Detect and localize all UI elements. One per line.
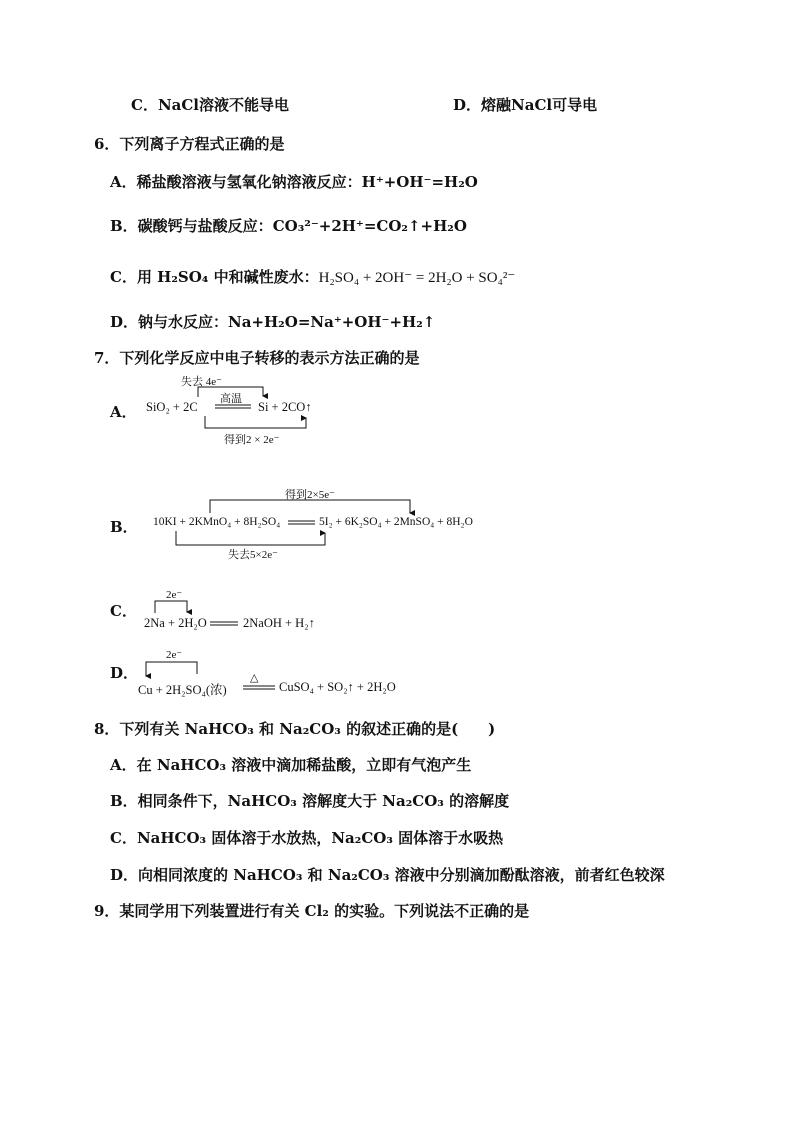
- q7a-gain-electrons: 得到2 × 2e⁻: [224, 434, 280, 446]
- q6-option-a-text: A．稀盐酸溶液与氢氧化钠溶液反应：: [110, 173, 362, 191]
- q7b-gain-electrons: 得到2×5e⁻: [285, 489, 335, 501]
- q7a-label: A．: [110, 403, 137, 421]
- q7d-products: CuSO₄ + SO₂↑ + 2H₂O: [279, 680, 396, 694]
- q7d-electrons: 2e⁻: [166, 649, 183, 661]
- q7c-reactants: 2Na + 2H₂O: [144, 616, 207, 630]
- q7d-label: D．: [110, 664, 139, 682]
- q7b-bottom-arrow: [176, 531, 325, 545]
- q8-option-d: D．向相同浓度的 NaHCO₃ 和 Na₂CO₃ 溶液中分别滴加酚酞溶液，前者红色较深: [110, 866, 665, 884]
- q6-option-c: [110, 267, 515, 288]
- q7b-products: 5I₂ + 6K₂SO₄ + 2MnSO₄ + 8H₂O: [319, 516, 473, 528]
- q6-option-c-text: C．用 H₂SO₄ 中和碱性废水：: [110, 268, 319, 286]
- q7a-bottom-arrow: [205, 416, 306, 428]
- q6-option-b: [110, 216, 467, 236]
- q7-stem: 7．下列化学反应中电子转移的表示方法正确的是: [94, 349, 420, 367]
- q7a-products: Si + 2CO↑: [258, 400, 312, 414]
- q6-stem: 6．下列离子方程式正确的是: [94, 135, 285, 153]
- q7d-arrow: [146, 662, 197, 676]
- q8-stem: 8．下列有关 NaHCO₃ 和 Na₂CO₃ 的叙述正确的是( ): [94, 720, 496, 738]
- q5-option-c: C．NaCl溶液不能导电: [131, 96, 290, 114]
- q6-option-c-equation: H₂SO₄ + 2OH⁻ = 2H₂O + SO₄²⁻: [318, 270, 516, 286]
- q7c-products: 2NaOH + H₂↑: [243, 616, 315, 630]
- q7c-electrons: 2e⁻: [166, 589, 183, 601]
- q7c-label: C．: [110, 602, 137, 620]
- q6-option-d: D．钠与水反应：Na+H₂O=Na⁺+OH⁻+H₂↑: [110, 313, 436, 331]
- q5-option-d: D．熔融NaCl可导电: [453, 96, 598, 114]
- q7a-lose-electrons: 失去 4e⁻: [181, 376, 222, 388]
- q6-option-a-equation: H⁺+OH⁻=H₂O: [361, 173, 478, 191]
- q7b-reactants: 10KI + 2KMnO₄ + 8H₂SO₄: [153, 516, 281, 528]
- q7b-label: B．: [110, 518, 138, 536]
- q7b-lose-electrons: 失去5×2e⁻: [228, 549, 278, 561]
- q7a-reactants: SiO₂ + 2C: [146, 400, 198, 414]
- q6-option-a: [110, 172, 478, 192]
- q7d-condition: △: [250, 672, 259, 684]
- q8-option-b: B．相同条件下，NaHCO₃ 溶解度大于 Na₂CO₃ 的溶解度: [110, 792, 510, 810]
- q6-option-b-equation: CO₃²⁻+2H⁺=CO₂↑+H₂O: [272, 217, 467, 235]
- q7c-arrow: [155, 601, 187, 613]
- q9-stem: 9．某同学用下列装置进行有关 Cl₂ 的实验。下列说法不正确的是: [94, 902, 530, 920]
- q7d-reactants: Cu + 2H₂SO₄(浓): [138, 683, 227, 697]
- q7a-condition: 高温: [220, 393, 242, 405]
- q8-option-c: C．NaHCO₃ 固体溶于水放热，Na₂CO₃ 固体溶于水吸热: [110, 829, 504, 847]
- q6-option-b-text: B．碳酸钙与盐酸反应：: [110, 217, 273, 235]
- q8-option-a: A．在 NaHCO₃ 溶液中滴加稀盐酸，立即有气泡产生: [110, 756, 472, 774]
